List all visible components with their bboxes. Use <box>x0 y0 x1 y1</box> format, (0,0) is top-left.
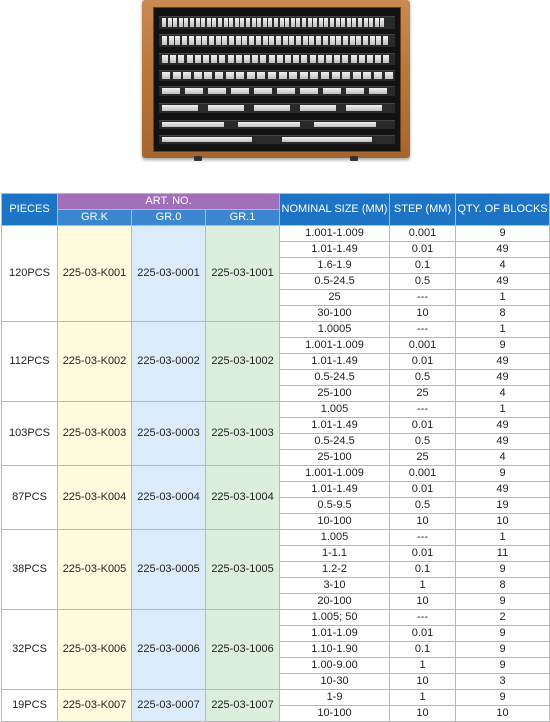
qty-cell: 4 <box>456 386 550 402</box>
table-row <box>2 402 550 418</box>
nominal-size-cell: 1.00-9.00 <box>280 658 390 674</box>
gauge-block <box>282 137 372 142</box>
qty-cell: 4 <box>456 450 550 466</box>
nominal-size-cell: 25-100 <box>280 450 390 466</box>
art-no-grk-cell: 225-03-K002 <box>58 322 132 402</box>
qty-cell: 1 <box>456 290 550 306</box>
gauge-block <box>173 72 181 79</box>
art-no-grk-cell: 225-03-K006 <box>58 610 132 690</box>
nominal-size-cell: 1.001-1.009 <box>280 338 390 354</box>
gauge-block <box>313 18 317 27</box>
qty-cell: 49 <box>456 274 550 290</box>
nominal-size-cell: 3-10 <box>280 578 390 594</box>
nominal-size-cell: 1.001-1.009 <box>280 466 390 482</box>
gauge-block <box>183 72 191 79</box>
gauge-block <box>324 18 328 27</box>
gauge-block <box>240 18 244 27</box>
nominal-size-cell: 1.01-1.09 <box>280 626 390 642</box>
qty-cell: 1 <box>456 322 550 338</box>
gauge-block <box>252 55 258 63</box>
nominal-size-cell: 1.001-1.009 <box>280 226 390 242</box>
step-cell: 0.001 <box>390 466 456 482</box>
gauge-block <box>209 36 214 45</box>
pieces-cell: 32PCS <box>2 610 58 690</box>
nominal-size-cell: 1.01-1.49 <box>280 482 390 498</box>
gauge-block <box>274 18 278 27</box>
gauge-block <box>216 36 221 45</box>
block-row <box>159 86 395 96</box>
table-row <box>2 226 550 242</box>
gauge-block <box>363 72 371 79</box>
gauge-block <box>169 36 174 45</box>
step-cell: 10 <box>390 674 456 690</box>
nominal-size-cell: 25 <box>280 290 390 306</box>
gauge-block <box>296 18 300 27</box>
gauge-block <box>252 18 256 27</box>
nominal-size-cell: 10-30 <box>280 674 390 690</box>
qty-cell: 9 <box>456 658 550 674</box>
gauge-block <box>300 72 308 79</box>
gauge-block <box>162 105 198 111</box>
gauge-block <box>323 88 341 94</box>
block-row <box>159 16 395 29</box>
gauge-block <box>175 36 180 45</box>
gauge-block <box>231 88 249 94</box>
col-header-art-no: ART. NO. <box>58 194 280 210</box>
gauge-block <box>203 55 209 63</box>
gauge-block <box>383 36 388 45</box>
art-no-gr0-cell: 225-03-0006 <box>132 610 206 690</box>
gauge-block <box>196 36 201 45</box>
nominal-size-cell: 0.5-24.5 <box>280 370 390 386</box>
gauge-block <box>309 36 314 45</box>
gauge-block <box>276 36 281 45</box>
spec-table-wrapper <box>1 193 549 722</box>
qty-cell: 49 <box>456 242 550 258</box>
gauge-block <box>346 105 382 111</box>
nominal-size-cell: 1.01-1.49 <box>280 418 390 434</box>
gauge-block <box>263 36 268 45</box>
block-row <box>159 120 395 129</box>
art-no-gr1-cell: 225-03-1002 <box>206 322 280 402</box>
nominal-size-cell: 1.005 <box>280 402 390 418</box>
gauge-block <box>336 18 340 27</box>
gauge-block <box>285 55 291 63</box>
gauge-block <box>247 72 255 79</box>
step-cell: --- <box>390 290 456 306</box>
art-no-gr0-cell: 225-03-0005 <box>132 530 206 610</box>
gauge-block <box>162 55 168 63</box>
art-no-gr0-cell: 225-03-0001 <box>132 226 206 322</box>
gauge-block <box>236 36 241 45</box>
gauge-block <box>300 105 336 111</box>
qty-cell: 49 <box>456 370 550 386</box>
gauge-block <box>310 72 318 79</box>
gauge-block <box>201 18 205 27</box>
gauge-block <box>208 88 226 94</box>
block-row <box>159 103 395 113</box>
gauge-block <box>323 36 328 45</box>
nominal-size-cell: 1.005 <box>280 530 390 546</box>
gauge-block <box>194 72 202 79</box>
gauge-block <box>319 18 323 27</box>
gauge-block <box>215 72 223 79</box>
gauge-block <box>343 36 348 45</box>
step-cell: 0.001 <box>390 338 456 354</box>
block-row <box>159 53 395 65</box>
gauge-block <box>162 88 180 94</box>
step-cell: 0.1 <box>390 562 456 578</box>
gauge-block <box>207 18 211 27</box>
nominal-size-cell: 20-100 <box>280 594 390 610</box>
gauge-block <box>185 88 203 94</box>
step-cell: 0.5 <box>390 370 456 386</box>
qty-cell: 49 <box>456 482 550 498</box>
step-cell: 0.01 <box>390 242 456 258</box>
table-row <box>2 322 550 338</box>
step-cell: 0.01 <box>390 354 456 370</box>
step-cell: 10 <box>390 594 456 610</box>
art-no-grk-cell: 225-03-K007 <box>58 690 132 722</box>
gauge-block <box>369 18 373 27</box>
gauge-block <box>347 18 351 27</box>
table-row <box>2 610 550 626</box>
qty-cell: 9 <box>456 642 550 658</box>
gauge-block <box>162 36 167 45</box>
pieces-cell: 38PCS <box>2 530 58 610</box>
gauge-block <box>236 55 242 63</box>
gauge-block <box>353 72 361 79</box>
gauge-block <box>269 55 275 63</box>
art-no-gr1-cell: 225-03-1003 <box>206 402 280 466</box>
gauge-block <box>224 18 228 27</box>
gauge-block <box>350 36 355 45</box>
gauge-block <box>358 18 362 27</box>
gauge-block <box>341 18 345 27</box>
gauge-block <box>336 36 341 45</box>
gauge-block <box>189 36 194 45</box>
wooden-case <box>142 0 410 158</box>
gauge-block <box>374 72 382 79</box>
gauge-block <box>383 55 389 63</box>
gauge-block <box>289 36 294 45</box>
table-row <box>2 690 550 706</box>
gauge-block <box>300 88 318 94</box>
nominal-size-cell: 0.5-9.5 <box>280 498 390 514</box>
gauge-block <box>302 18 306 27</box>
qty-cell: 10 <box>456 706 550 722</box>
gauge-block <box>187 55 193 63</box>
pieces-cell: 19PCS <box>2 690 58 722</box>
gauge-block <box>269 36 274 45</box>
step-cell: 0.001 <box>390 226 456 242</box>
step-cell: 0.01 <box>390 546 456 562</box>
step-cell: 1 <box>390 578 456 594</box>
qty-cell: 9 <box>456 338 550 354</box>
gauge-block <box>173 18 177 27</box>
table-row <box>2 530 550 546</box>
art-no-gr1-cell: 225-03-1004 <box>206 466 280 530</box>
gauge-block <box>196 18 200 27</box>
qty-cell: 1 <box>456 402 550 418</box>
nominal-size-cell: 1.0005 <box>280 322 390 338</box>
col-header-gr0: GR.0 <box>132 210 206 226</box>
gauge-block <box>385 72 393 79</box>
gauge-block <box>332 72 340 79</box>
gauge-block <box>330 18 334 27</box>
gauge-block <box>246 18 250 27</box>
qty-cell: 3 <box>456 674 550 690</box>
gauge-block <box>277 55 283 63</box>
qty-cell: 49 <box>456 434 550 450</box>
gauge-block <box>179 18 183 27</box>
gauge-block <box>308 18 312 27</box>
gauge-block <box>334 55 340 63</box>
gauge-block <box>352 18 356 27</box>
pieces-cell: 87PCS <box>2 466 58 530</box>
step-cell: --- <box>390 402 456 418</box>
qty-cell: 9 <box>456 594 550 610</box>
block-row <box>159 70 395 81</box>
qty-cell: 11 <box>456 546 550 562</box>
case-hinge <box>350 156 358 161</box>
gauge-block <box>375 55 381 63</box>
step-cell: 1 <box>390 690 456 706</box>
step-cell: 0.1 <box>390 642 456 658</box>
gauge-block <box>256 36 261 45</box>
gauge-block <box>244 55 250 63</box>
step-cell: 25 <box>390 386 456 402</box>
nominal-size-cell: 1.10-1.90 <box>280 642 390 658</box>
gauge-block <box>162 72 170 79</box>
gauge-block <box>283 36 288 45</box>
art-no-gr1-cell: 225-03-1007 <box>206 690 280 722</box>
nominal-size-cell: 10-100 <box>280 514 390 530</box>
qty-cell: 49 <box>456 418 550 434</box>
gauge-block <box>301 55 307 63</box>
qty-cell: 10 <box>456 514 550 530</box>
step-cell: 10 <box>390 706 456 722</box>
gauge-block <box>318 55 324 63</box>
col-header-pieces: PIECES <box>2 194 58 226</box>
gauge-block <box>260 55 266 63</box>
nominal-size-cell: 10-100 <box>280 706 390 722</box>
art-no-gr1-cell: 225-03-1005 <box>206 530 280 610</box>
step-cell: --- <box>390 322 456 338</box>
gauge-block <box>226 72 234 79</box>
art-no-gr0-cell: 225-03-0003 <box>132 402 206 466</box>
gauge-block <box>326 55 332 63</box>
gauge-block <box>289 72 297 79</box>
gauge-block <box>376 36 381 45</box>
table-row <box>2 466 550 482</box>
gauge-block <box>202 36 207 45</box>
pieces-cell: 120PCS <box>2 226 58 322</box>
block-row <box>159 135 395 144</box>
col-header-step: STEP (MM) <box>390 194 456 226</box>
block-tray <box>153 7 401 152</box>
nominal-size-cell: 30-100 <box>280 306 390 322</box>
nominal-size-cell: 1.01-1.49 <box>280 242 390 258</box>
gauge-block <box>316 36 321 45</box>
gauge-block <box>367 55 373 63</box>
gauge-block <box>257 18 261 27</box>
gauge-block <box>222 36 227 45</box>
spec-table-body <box>2 226 550 722</box>
gauge-block <box>364 18 368 27</box>
art-no-grk-cell: 225-03-K003 <box>58 402 132 466</box>
gauge-block <box>228 55 234 63</box>
gauge-block-set-photo <box>142 0 410 162</box>
qty-cell: 9 <box>456 466 550 482</box>
nominal-size-cell: 1-9 <box>280 690 390 706</box>
gauge-block <box>351 55 357 63</box>
gauge-block <box>280 18 284 27</box>
gauge-block <box>242 36 247 45</box>
art-no-grk-cell: 225-03-K004 <box>58 466 132 530</box>
gauge-block <box>184 18 188 27</box>
gauge-block <box>359 55 365 63</box>
qty-cell: 49 <box>456 354 550 370</box>
gauge-block <box>212 18 216 27</box>
gauge-block <box>310 55 316 63</box>
nominal-size-cell: 1.01-1.49 <box>280 354 390 370</box>
gauge-block <box>268 18 272 27</box>
nominal-size-cell: 1.6-1.9 <box>280 258 390 274</box>
gauge-block <box>162 122 224 127</box>
gauge-block <box>342 55 348 63</box>
nominal-size-cell: 25-100 <box>280 386 390 402</box>
step-cell: 10 <box>390 514 456 530</box>
gauge-block <box>277 88 295 94</box>
step-cell: 0.5 <box>390 498 456 514</box>
gauge-block <box>285 18 289 27</box>
gauge-block <box>219 55 225 63</box>
qty-cell: 2 <box>456 610 550 626</box>
gauge-block <box>162 18 166 27</box>
art-no-grk-cell: 225-03-K001 <box>58 226 132 322</box>
gauge-block <box>369 88 387 94</box>
gauge-block <box>208 105 244 111</box>
pieces-cell: 103PCS <box>2 402 58 466</box>
gauge-block <box>268 72 276 79</box>
gauge-block <box>279 72 287 79</box>
gauge-block <box>254 88 272 94</box>
gauge-block <box>346 88 364 94</box>
qty-cell: 9 <box>456 562 550 578</box>
gauge-block <box>204 72 212 79</box>
col-header-gr1: GR.1 <box>206 210 280 226</box>
gauge-block <box>263 18 267 27</box>
qty-cell: 9 <box>456 226 550 242</box>
step-cell: 1 <box>390 658 456 674</box>
block-row <box>159 34 395 47</box>
gauge-block <box>218 18 222 27</box>
gauge-block <box>195 55 201 63</box>
qty-cell: 9 <box>456 690 550 706</box>
col-header-grk: GR.K <box>58 210 132 226</box>
gauge-block <box>235 18 239 27</box>
gauge-block <box>342 72 350 79</box>
nominal-size-cell: 1-1.1 <box>280 546 390 562</box>
nominal-size-cell: 0.5-24.5 <box>280 434 390 450</box>
gauge-block <box>229 36 234 45</box>
gauge-block <box>296 36 301 45</box>
col-header-qty: QTY. OF BLOCKS <box>456 194 550 226</box>
gauge-block <box>314 122 376 127</box>
step-cell: 0.1 <box>390 258 456 274</box>
gauge-block <box>238 122 300 127</box>
step-cell: --- <box>390 530 456 546</box>
gauge-block <box>363 36 368 45</box>
spec-table <box>1 193 550 722</box>
gauge-block <box>162 137 252 142</box>
qty-cell: 9 <box>456 626 550 642</box>
pieces-cell: 112PCS <box>2 322 58 402</box>
gauge-block <box>229 18 233 27</box>
art-no-gr0-cell: 225-03-0004 <box>132 466 206 530</box>
gauge-block <box>321 72 329 79</box>
gauge-block <box>249 36 254 45</box>
nominal-size-cell: 1.2-2 <box>280 562 390 578</box>
gauge-block <box>293 55 299 63</box>
gauge-block <box>291 18 295 27</box>
art-no-gr1-cell: 225-03-1006 <box>206 610 280 690</box>
step-cell: 0.5 <box>390 434 456 450</box>
case-hinge <box>194 156 202 161</box>
qty-cell: 8 <box>456 306 550 322</box>
col-header-nominal-size: NOMINAL SIZE (MM) <box>280 194 390 226</box>
gauge-block <box>254 105 290 111</box>
gauge-block <box>303 36 308 45</box>
gauge-block <box>211 55 217 63</box>
step-cell: 0.01 <box>390 418 456 434</box>
step-cell: 0.01 <box>390 482 456 498</box>
gauge-block <box>190 18 194 27</box>
qty-cell: 1 <box>456 530 550 546</box>
gauge-block <box>236 72 244 79</box>
step-cell: --- <box>390 610 456 626</box>
nominal-size-cell: 0.5-24.5 <box>280 274 390 290</box>
art-no-gr0-cell: 225-03-0002 <box>132 322 206 402</box>
step-cell: 25 <box>390 450 456 466</box>
qty-cell: 19 <box>456 498 550 514</box>
qty-cell: 4 <box>456 258 550 274</box>
step-cell: 0.01 <box>390 626 456 642</box>
gauge-block <box>330 36 335 45</box>
gauge-block <box>356 36 361 45</box>
nominal-size-cell: 1.005; 50 <box>280 610 390 626</box>
step-cell: 0.5 <box>390 274 456 290</box>
gauge-block <box>257 72 265 79</box>
gauge-block <box>182 36 187 45</box>
art-no-gr0-cell: 225-03-0007 <box>132 690 206 722</box>
gauge-block <box>170 55 176 63</box>
gauge-block <box>178 55 184 63</box>
qty-cell: 8 <box>456 578 550 594</box>
gauge-block <box>375 18 379 27</box>
step-cell: 10 <box>390 306 456 322</box>
gauge-block <box>370 36 375 45</box>
gauge-block <box>380 18 384 27</box>
art-no-gr1-cell: 225-03-1001 <box>206 226 280 322</box>
art-no-grk-cell: 225-03-K005 <box>58 530 132 610</box>
gauge-block <box>168 18 172 27</box>
